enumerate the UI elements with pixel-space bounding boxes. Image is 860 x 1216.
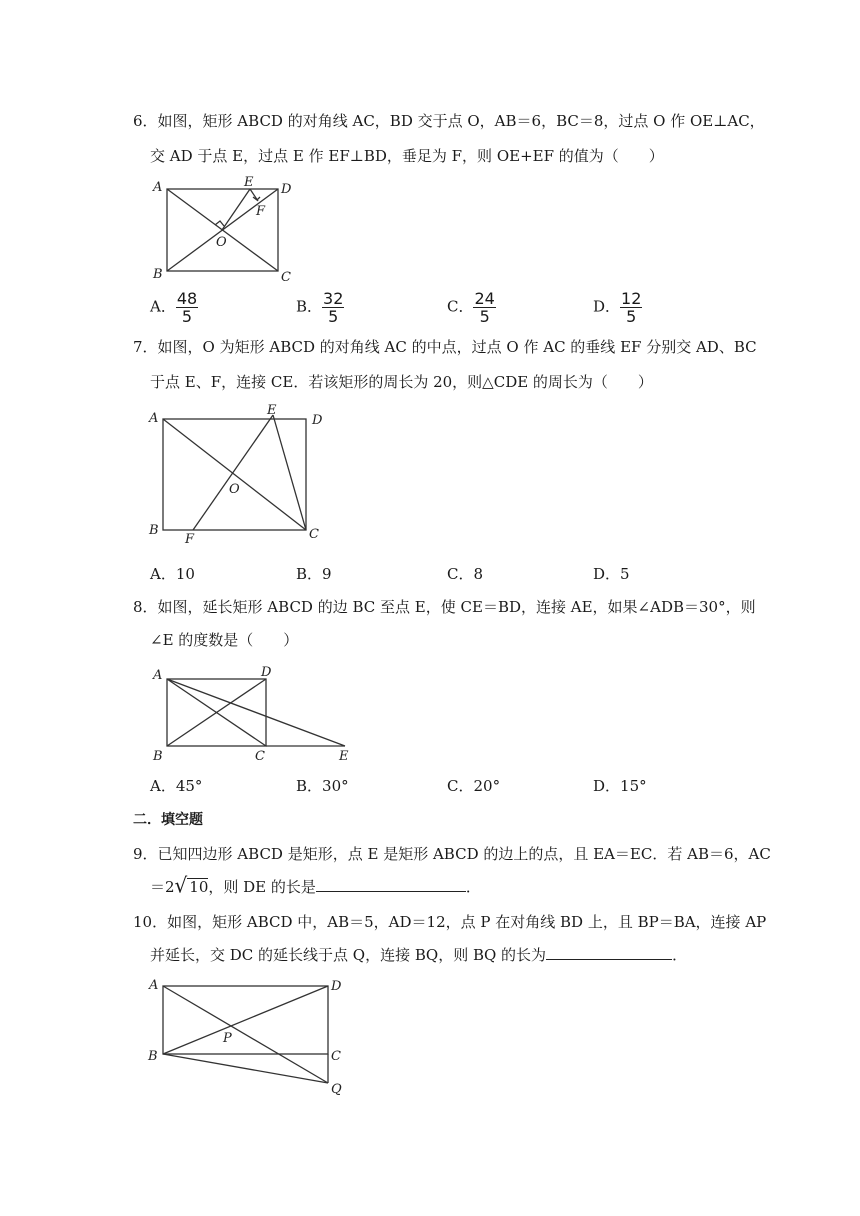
q7-label-F: F [185, 532, 195, 547]
q7-label-B: B [149, 523, 159, 538]
q8-option-c: C．20° [447, 777, 501, 795]
q7-label-O: O [229, 482, 240, 497]
q7-text-line2: 于点 E、F，连接 CE．若该矩形的周长为 20，则△CDE 的周长为（ ） [150, 373, 653, 391]
q6-option-a: A． $\frac{48}{5}$ [150, 289, 198, 326]
q6-label-F: F [256, 204, 266, 219]
q6-label-B: B [153, 267, 163, 282]
q7-label-E: E [267, 403, 277, 418]
q6-label-C: C [281, 270, 291, 285]
q9-answer-blank[interactable] [316, 876, 466, 892]
q7-option-c: C．8 [447, 565, 484, 583]
q10-label-D: D [331, 979, 342, 994]
q7-option-b: B．9 [296, 565, 332, 583]
q7-option-d: D．5 [593, 565, 630, 583]
q8-text-line1: 8．如图，延长矩形 ABCD 的边 BC 至点 E，使 CE＝BD，连接 AE，如果∠ADB＝30°，则 [133, 598, 756, 616]
q10-label-A: A [149, 978, 159, 993]
section-title: 二．填空题 [133, 812, 203, 828]
q10-label-Q: Q [331, 1082, 342, 1097]
q6-text-line1: 6．如图，矩形 ABCD 的对角线 AC，BD 交于点 O，AB＝6，BC＝8，过点 O 作 OE⊥AC， [133, 112, 765, 130]
q8-option-b: B．30° [296, 777, 349, 795]
q9-text-line1: 9．已知四边形 ABCD 是矩形，点 E 是矩形 ABCD 的边上的点，且 EA＝EC．若 AB＝6，AC [133, 845, 771, 863]
q10-label-P: P [223, 1031, 232, 1046]
q6-label-E: E [244, 175, 254, 190]
q10-text-line2: 并延长，交 DC 的延长线于点 Q，连接 BQ，则 BQ 的长为 ． [150, 946, 688, 964]
q8-option-a: A．45° [150, 777, 203, 795]
q6-option-c: C． $\frac{24}{5}$ [447, 289, 495, 326]
q6-option-d: D． $\frac{12}{5}$ [593, 289, 642, 326]
q7-text-line1: 7．如图，O 为矩形 ABCD 的对角线 AC 的中点，过点 O 作 AC 的垂线 EF 分别交 AD、BC [133, 338, 757, 356]
q9-text-line2: ＝2√ 10，则 DE 的长是 ． [150, 872, 481, 898]
q10-label-B: B [148, 1049, 158, 1064]
q6-figure [150, 175, 300, 285]
q8-text-line2: ∠E 的度数是（ ） [150, 631, 299, 649]
q7-figure [145, 400, 335, 545]
sqrt-icon: √ [174, 872, 188, 898]
q7-label-A: A [149, 411, 159, 426]
q7-label-C: C [309, 527, 319, 542]
q6-label-D: D [281, 182, 292, 197]
q6-label-O: O [216, 235, 227, 250]
q6-option-b: B． $\frac{32}{5}$ [296, 289, 344, 326]
q7-label-D: D [312, 413, 323, 428]
q8-label-B: B [153, 749, 163, 764]
q6-label-A: A [153, 180, 163, 195]
q8-label-D: D [261, 665, 272, 680]
q8-label-A: A [153, 668, 163, 683]
q8-label-C: C [255, 749, 265, 764]
q10-figure [145, 975, 355, 1100]
q10-label-C: C [331, 1049, 341, 1064]
q8-option-d: D．15° [593, 777, 647, 795]
q10-answer-blank[interactable] [546, 944, 672, 960]
q8-figure [145, 660, 360, 765]
q8-label-E: E [339, 749, 349, 764]
q10-text-line1: 10．如图，矩形 ABCD 中，AB＝5，AD＝12，点 P 在对角线 BD 上，且 BP＝BA，连接 AP [133, 913, 767, 931]
q6-text-line2: 交 AD 于点 E，过点 E 作 EF⊥BD，垂足为 F，则 OE+EF 的值为（ ） [150, 147, 664, 165]
q7-option-a: A．10 [150, 565, 195, 583]
